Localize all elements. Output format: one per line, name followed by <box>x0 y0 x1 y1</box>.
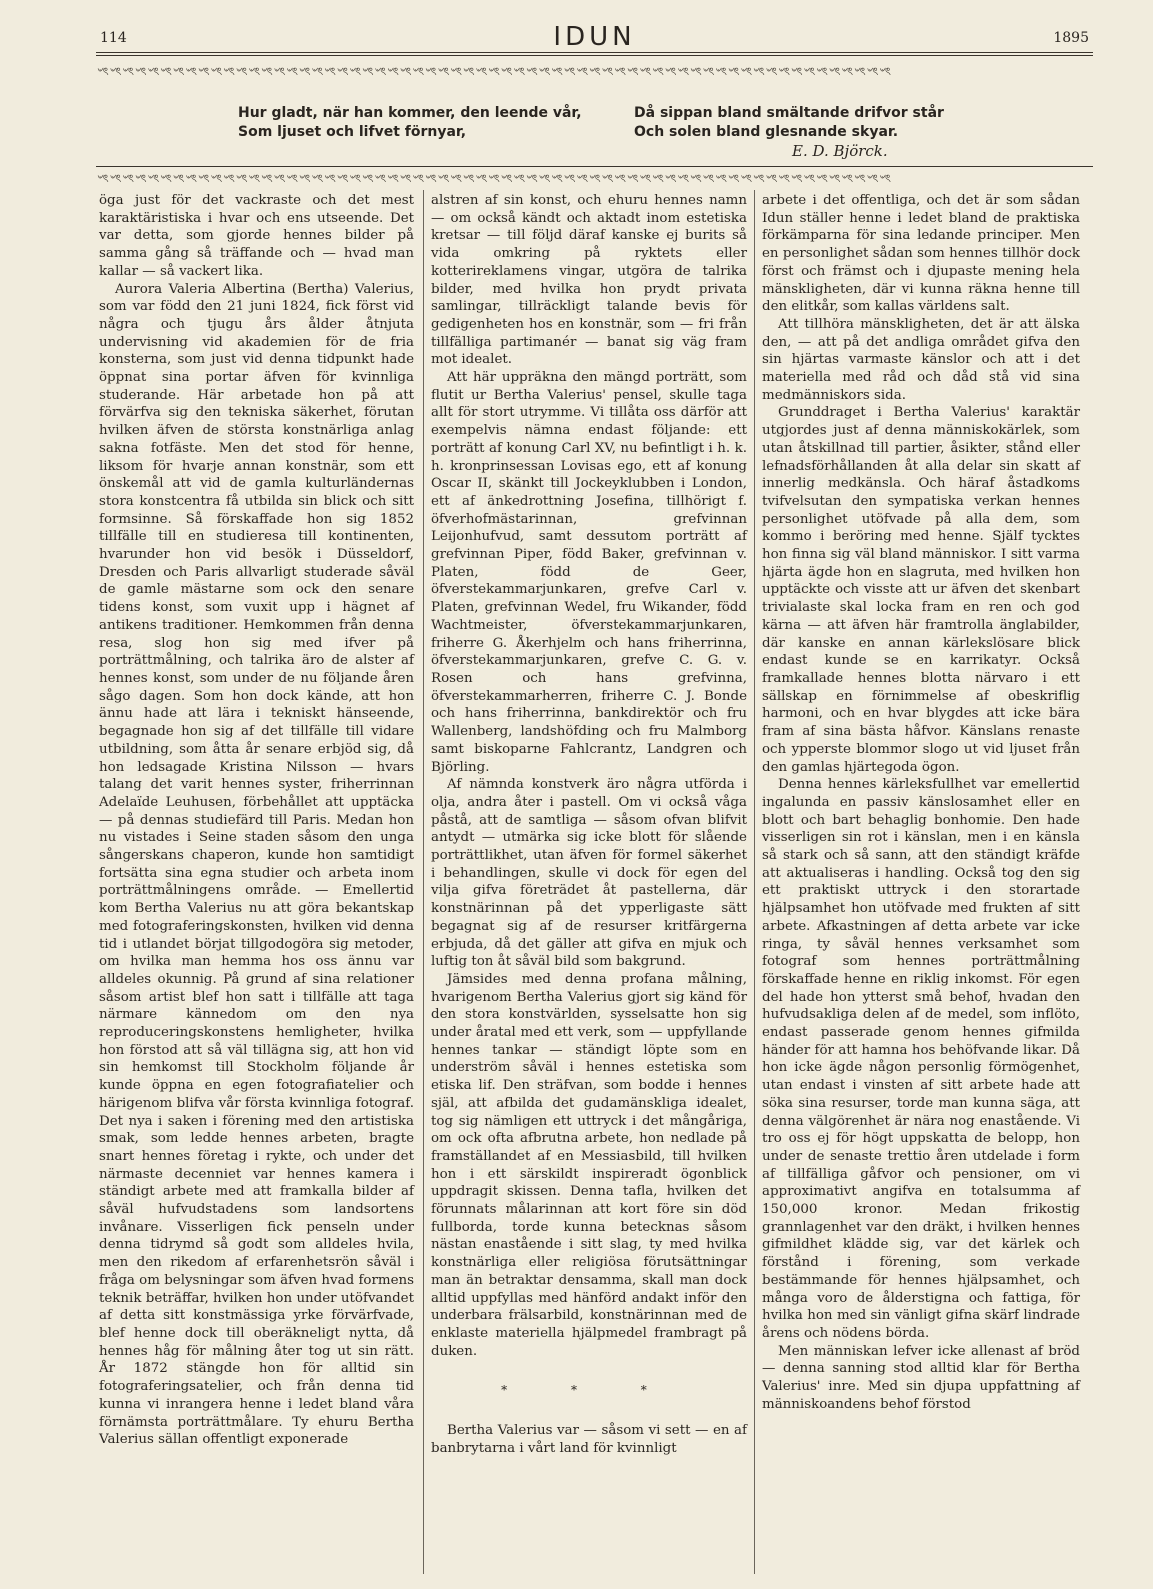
paragraph: Att tillhöra mänskligheten, det är att älska den, — att på det andliga området gifva den sin hjärtas varmaste känslor och att i det materiella med råd och dåd stå vid sina medmänniskors sida. <box>762 316 1080 403</box>
header-rule-thin <box>96 55 1093 56</box>
paragraph: öga just för det vackraste och det mest karaktäristiska i hvar och ens utseende. Det var detta, som gjorde hennes bilder på samma gång så träffande och — hvad man kallar — så vackert lika. <box>99 193 414 279</box>
page-number: 114 <box>100 30 127 46</box>
poem-line: Som ljuset och lifvet förnyar, <box>238 124 467 140</box>
page-header <box>96 22 1093 50</box>
header-year: 1895 <box>1053 30 1089 46</box>
article-column-3 <box>762 192 1080 1414</box>
paragraph: Men människan lefver icke allenast af bröd — denna sanning stod alltid klar för Bertha Valerius' inre. Med sin djupa uppfattning af människoandens behof förstod <box>762 1343 1080 1412</box>
paragraph: Aurora Valeria Albertina (Bertha) Valerius, som var född den 21 juni 1824, fick först vid några och tjugu års ålder åtnjuta undervisning vid akademien för de fria konsterna, som just vid denna tidpunkt hade öppnat sina portar äfven för kvinnliga studerande. Här arbetade hon på att förvärfva sig den tekniska säkerhet, förutan hvilken äfven de största konstnärliga anlag sakna fotfäste. Men det stod för henne, liksom för hvarje annan konstnär, som ett önskemål att vid de gamla kulturländernas stora konstcentra få utbilda sin blick och sitt formsinne. Så förskaffade hon sig 1852 tillfälle till en studieresa till kontinenten, hvarunder hon vid besök i Düsseldorf, Dresden och Paris allvarligt studerade såväl de gamle mästarne som ock den senare tidens konst, som vuxit upp i hägnet af antikens traditioner. Hemkommen från denna resa, slog hon sig med ifver på porträttmålning, och talrika äro de alster af hennes konst, som under de nu följande åren sågo dagen. Som hon dock kände, att hon ännu hade att lära i tekniskt hänseende, begagnade hon sig af det tillfälle till vidare utbildning, som åtta år senare erbjöd sig, då hon ledsagade Kristina Nilsson — hvars talang det varit hennes syster, friherrinnan Adelaïde Leuhusen, förbehållet att upptäcka — på dennas studiefärd till Paris. Medan hon nu vistades i Seine staden såsom den unga sångerskans chaperon, kunde hon samtidigt fortsätta sina egna studier och arbeta inom porträttmålningens område. — Emellertid kom Bertha Valerius nu att göra bekantskap med fotograferingskonsten, hvilken vid denna tid i utlandet börjat tillgodogöra sig metoder, om hvilka man hemma hos oss ännu var alldeles okunnig. På grund af sina relationer såsom artist blef hon satt i tillfälle att taga närmare kännedom om den nya reproduceringskonstens hemligheter, hvilka hon förstod att så väl tillägna sig, att hon vid sin hemkomst till Stockholm följande år kunde öppna en egen fotografiatelier och härigenom blifva vår första kvinnliga fotograf. Det nya i saken i förening med den artistiska smak, som ledde hennes arbeten, bragte snart hennes företag i rykte, och under det närmaste decenniet var hennes kamera i ständigt arbete med att framkalla bilder af såväl hufvudstadens som landsortens invånare. Visserligen fick penseln under denna tidrymd så godt som alldeles hvila, men den rikedom af erfarenhetsrön såväl i fråga om belysningar som äfven hvad formens teknik beträffar, hvilken hon under utöfvandet af detta sitt konstmässiga yrke förvärfvade, blef henne dock till oberäkneligt nytta, då hennes håg för målning åter tog ut sin rätt. År 1872 stängde hon för alltid sin fotograferingsatelier, och från denna tid kunna vi inrangera henne i ledet bland våra förnämsta porträttmålare. Ty ehuru Bertha Valerius sällan offentligt exponerade <box>99 281 414 1448</box>
poem-line: Och solen bland glesnande skyar. <box>634 124 899 140</box>
paragraph: Denna hennes kärleksfullhet var emellertid ingalunda en passiv känslosamhet eller en blott och bart behaglig bonhomie. Den hade visserligen sin rot i känslan, men i en känsla så stark och så sann, att den ständigt kräfde att aktualiseras i handling. Också tog den sig ett praktiskt uttryck i den storartade hjälpsamhet hon utöfvade med frukten af sitt arbete. Afkastningen af detta arbete var icke ringa, ty såväl hennes verksamhet som fotograf som hennes porträttmålning förskaffade henne en riklig inkomst. För egen del hade hon ytterst små behof, hvadan den hufvudsakliga delen af de medel, som inflöto, endast passerade genom hennes gifmilda händer för att hamna hos behöfvande likar. Då hon icke ägde någon personlig förmögenhet, utan endast i vinsten af sitt arbete hade att söka sina resurser, torde man kunna säga, att denna välgörenhet är nära nog enastående. Vi tro oss ej för högt uppskatta de belopp, hon under de senaste trettio åren utdelade i form af tillfälliga gåfvor och pensioner, om vi approximativt angifva en totalsumma af 150,000 kronor. Medan frikostig grannlagenhet var den dräkt, i hvilken hennes gifmildhet klädde sig, var det kärlek och förstånd i förening, som verkade bestämmande för hennes hjälpsamhet, och många voro de ålderstigna och fattiga, för hvilka hon med sin vänligt gifna skärf lindrade årens och nödens börda. <box>762 777 1080 1341</box>
paragraph: arbete i det offentliga, och det är som sådan Idun ställer henne i ledet bland de praktiska förkämparna för sina ledande principer. Men en personlighet sådan som hennes tillhör dock först och främst och i djupaste mening hela mänskligheten, där vi kunna räkna henne till den elitkår, som kallas världens salt. <box>762 193 1080 315</box>
ornament-border-top: ৺ৎ৺ৎ৺ৎ৺ৎ৺ৎ৺ৎ৺ৎ৺ৎ৺ৎ৺ৎ৺ৎ৺ৎ৺ৎ৺ৎ৺ৎ৺ৎ৺ৎ৺ৎ৺ৎ৺ৎ৺ৎ৺ৎ৺ৎ৺ৎ৺ৎ৺ৎ৺ৎ৺ৎ৺ৎ৺ৎ৺ৎ৺ৎ৺ৎ৺ৎ৺ৎ৺ৎ৺ৎ৺ৎ৺ৎ৺ৎ৺ৎ৺ৎ৺ৎ৺ৎ৺ৎ৺ৎ৺ৎ৺ৎ৺ৎ৺ৎ৺ৎ৺ৎ৺ৎ৺ৎ৺ৎ৺ৎ৺ৎ৺ৎ৺ৎ৺ৎ৺ৎ৺ৎ৺ৎ <box>96 65 891 78</box>
poem-right-stanza <box>634 104 944 142</box>
paragraph: Bertha Valerius var — såsom vi sett — en af banbrytarna i vårt land för kvinnligt <box>431 1423 747 1456</box>
paragraph: Jämsides med denna profana målning, hvarigenom Bertha Valerius gjort sig känd för den stora konstvärlden, sysselsatte hon sig under åratal med ett verk, som — uppfyllande hennes tankar — ständigt löpte som en underström såväl i hennes estetiska som etiska lif. Den sträfvan, som bodde i hennes själ, att afbilda det gudamänskliga idealet, tog sig nämligen ett uttryck i det mångåriga, om ock ofta afbrutna arbete, hon nedlade på framställandet af en Messiasbild, till hvilken hon i ett särskildt inspireradt ögonblick uppdragit skissen. Denna tafla, hvilken det förunnats målarinnan att kort före sin död fullborda, torde kunna betecknas såsom nästan enastående i sitt slag, ty med hvilka konstnärliga eller religiösa förutsättningar man än betraktar densamma, skall man dock alltid uppfyllas med hänförd andakt inför den underbara frälsarbild, konstnärinnan med de enklaste materiella hjälpmedel frambragt på duken. <box>431 971 747 1359</box>
poem-rule <box>96 166 1093 167</box>
header-rule <box>96 52 1093 53</box>
ornament-border-middle: ৺ৎ৺ৎ৺ৎ৺ৎ৺ৎ৺ৎ৺ৎ৺ৎ৺ৎ৺ৎ৺ৎ৺ৎ৺ৎ৺ৎ৺ৎ৺ৎ৺ৎ৺ৎ৺ৎ৺ৎ৺ৎ৺ৎ৺ৎ৺ৎ৺ৎ৺ৎ৺ৎ৺ৎ৺ৎ৺ৎ৺ৎ৺ৎ৺ৎ৺ৎ৺ৎ৺ৎ৺ৎ৺ৎ৺ৎ৺ৎ৺ৎ৺ৎ৺ৎ৺ৎ৺ৎ৺ৎ৺ৎ৺ৎ৺ৎ৺ৎ৺ৎ৺ৎ৺ৎ৺ৎ৺ৎ৺ৎ৺ৎ৺ৎ৺ৎ৺ৎ৺ৎ৺ৎ৺ৎ <box>96 172 891 185</box>
masthead-title: IDUN <box>553 22 636 52</box>
section-separator-stars: * * * <box>501 1383 677 1398</box>
paragraph: Att här uppräkna den mängd porträtt, som flutit ur Bertha Valerius' pensel, skulle taga allt för stort utrymme. Vi tillåta oss därför att exempelvis nämna endast följande: ett porträtt af konung Carl XV, nu befintligt i h. k. h. kronprinsessan Lovisas ego, ett af konung Oscar II, skänkt till Jockeyklubben i London, ett af änkedrottning Josefina, tillhörigt f. öfverhofmästarinnan, grefvinnan Leijonhufvud, samt dessutom porträtt af grefvinnan Piper, född Baker, grefvinnan v. Platen, född de Geer, öfverstekammarjunkaren, grefve Carl v. Platen, grefvinnan Wedel, fru Wikander, född Wachtmeister, öfverstekammarjunkaren, friherre G. Åkerhjelm och hans friherrinna, öfverstekammarjunkaren, grefve C. G. v. Rosen och hans grefvinna, öfverstekammarherren, friherre C. J. Bonde och hans friherrinna, bankdirektör och fru Wallenberg, landshöfding och fru Malmborg samt biskoparne Fahlcrantz, Landgren och Björling. <box>431 370 747 775</box>
column-divider <box>754 190 755 1574</box>
paragraph: Af nämnda konstverk äro några utförda i olja, andra åter i pastell. Om vi också våga påstå, att de samtliga — såsom ofvan blifvit antydt — utmärka sig icke blott för slående porträttlikhet, utan äfven för formel säkerhet i behandlingen, skulle vi dock för egen del vilja gifva företrädet åt pastellerna, där konstnärinnan på det ypperligaste sätt begagnat sig af de resurser kritfärgerna erbjuda, då det gäller att gifva en mjuk och luftig ton åt såväl bild som bakgrund. <box>431 777 747 970</box>
article-column-2 <box>431 192 747 1458</box>
poem-left-stanza <box>238 104 582 142</box>
paragraph: alstren af sin konst, och ehuru hennes namn — om också kändt och aktadt inom estetiska kretsar — till följd däraf kanske ej burits så vida omkring på ryktets eller kotterireklamens vingar, utgöra de talrika bilder, med hvilka hon prydt privata samlingar, tillräckligt talande bevis för gedigenheten hos en konstnär, som — fri från tillfälliga partimanér — banat sig väg fram mot idealet. <box>431 193 747 368</box>
poem-line: Då sippan bland smältande drifvor står <box>634 105 944 121</box>
article-column-1 <box>99 192 414 1449</box>
paragraph: Grunddraget i Bertha Valerius' karaktär utgjordes just af denna människokärlek, som utan åtskillnad till partier, åsikter, stånd eller lefnadsförhållanden åt alla delar sin skatt af innerlig medkänsla. Och häraf åstadkoms tvifvelsutan den sympatiska verkan hennes personlighet utöfvade på alla dem, som kommo i beröring med henne. Själf tycktes hon finna sig väl bland människor. I sitt varma hjärta ägde hon en slagruta, med hvilken hon upptäckte och visste att ur äfven det skenbart trivialaste skal locka fram en ren och god kärna — att äfven här framtrolla änglabilder, där kanske en annan kärlekslösare blick endast kunde se en karrikatyr. Också framkallade hennes blotta närvaro i ett sällskap en förnimmelse af obeskriflig harmoni, och en hvar blygdes att icke bära fram af sina bästa håfvor. Känslans renaste och ypperste blommor slogo ut vid ljuset från den gamlas hjärtegoda ögon. <box>762 405 1080 775</box>
column-divider <box>423 190 424 1574</box>
poem-signature: E. D. Björck. <box>792 142 888 160</box>
poem-line: Hur gladt, när han kommer, den leende vår, <box>238 105 582 121</box>
